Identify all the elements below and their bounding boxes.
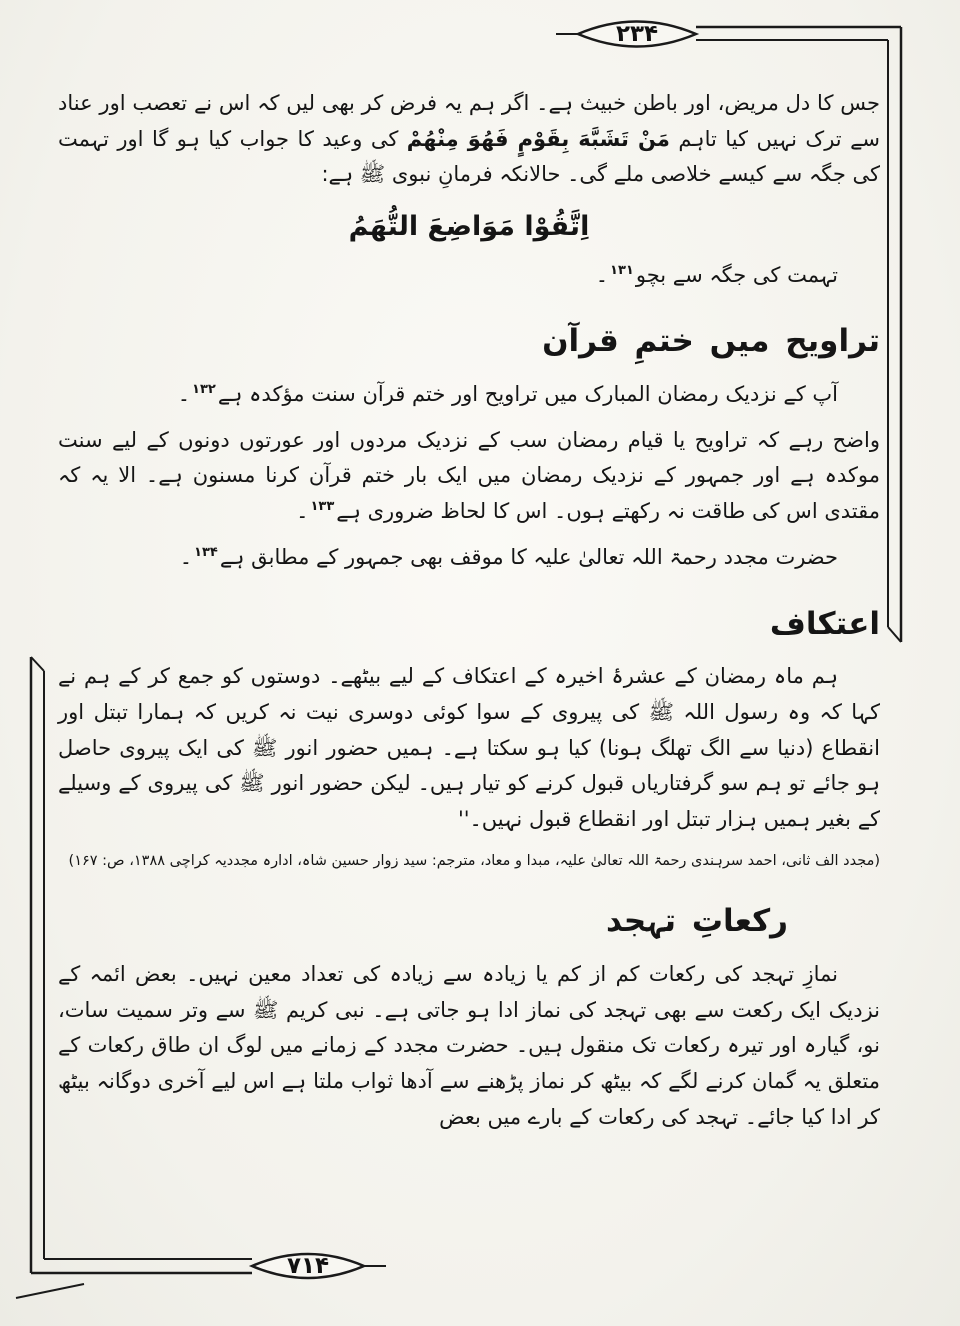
taraweeh-para3-text: حضرت مجدد رحمۃ اللہ تعالیٰ علیہ کا موقف بھی جمہور کے مطابق ہے — [219, 544, 838, 569]
citation-line: (مجدد الف ثانی، احمد سرہندی رحمۃ اللہ تعالیٰ علیہ، مبدا و معاد، مترجم: سید زوار حسین شاہ، ادارہ مجددیہ کراچی ۱۳۸۸، ص: ۱۶۷) — [68, 852, 880, 869]
taraweeh-para2-text: واضح رہے کہ تراویح یا قیام رمضان سب کے نزدیک مردوں اور عورتوں دونوں کے لیے سنت موکدہ ہے اور جمہور کے نزدیک رمضان میں ایک بار ختم قرآن کرنا مسنون ہے۔ الا یہ کہ مقتدی اس کی طاقت نہ رکھتے ہوں۔ اس کا لحاظ ضروری ہے — [58, 427, 880, 524]
intro-text-before: جس کا دل مریض، اور باطن خبیث ہے۔ اگر ہم یہ فرض کر بھی لیں کہ اس نے تعصب اور عناد سے ترک نہیں کیا تاہم — [58, 91, 880, 151]
footnote-ref-134: ۱۳۴ — [194, 544, 218, 560]
page-number-top: ۲۳۴ — [615, 21, 659, 47]
hadith-arabic-line: اِتَّقُوْا مَوَاضِعَ التُّهَمُ — [348, 211, 590, 243]
itikaf-paragraph: ہم ماہ رمضان کے عشرۂ اخیرہ کے اعتکاف کے لیے بیٹھے۔ دوستوں کو جمع کر کے ہم نے کہا کہ وہ رسول اللہ ﷺ کی پیروی کے سوا کوئی دوسری نیت نہ کریں کہ ہمارا تبتل اور انقطاع (دنیا سے الگ تھلگ ہونا) کیا ہو سکتا ہے۔ ہمیں حضور انور ﷺ کی ایک پیروی حاصل ہو جائے تو ہم سو گرفتاریاں قبول کرنے کو تیار ہیں۔ لیکن حضور انور ﷺ کی پیروی کے وسیلے کے بغیر ہمیں ہزار تبتل اور انقطاع قبول نہیں۔'' — [58, 664, 880, 832]
taraweeh-para1-text: آپ کے نزدیک رمضان المبارک میں تراویح اور ختم قرآن سنت مؤکدہ ہے — [217, 382, 838, 407]
section-heading-taraweeh: تراویح میں ختمِ قرآن — [542, 323, 880, 360]
taraweeh-paragraph-3 — [58, 540, 880, 576]
taraweeh-paragraph-1 — [58, 377, 880, 413]
tahajjud-paragraph: نمازِ تہجد کی رکعات کم از کم یا زیادہ سے زیادہ کی تعداد معین نہیں۔ بعض ائمہ کے نزدیک ایک رکعت سے بھی تہجد کی نماز ادا ہو جاتی ہے۔ نبی کریم ﷺ سے وتر سمیت سات، نو، گیارہ اور تیرہ رکعات تک منقول ہیں۔ حضرت مجدد کے زمانے میں لوگ ان طاق رکعات کے متعلق یہ گمان کرنے لگے کہ بیٹھ کر نماز پڑھنے سے آدھا ثواب ملتا ہے اس لیے آخری دوگانہ بیٹھ کر ادا کیا جائے۔ تہجد کی رکعات کے بارے میں بعض — [58, 961, 880, 1129]
intro-arabic-quote: مَنْ تَشَبَّهَ بِقَوْمٍ فَهُوَ مِنْهُمْ — [406, 126, 670, 151]
taraweeh-para1-period: ۔ — [177, 382, 190, 407]
section-heading-tahajjud: رکعاتِ تہجد — [605, 903, 788, 939]
page-number-bottom: ۷۱۴ — [286, 1253, 330, 1279]
intro-text-after: کی وعید کا جواب کیا ہو گا اور تہمت کی جگہ سے کیسے خلاصی ملے گی۔ حالانکہ فرمانِ نبوی ﷺ ہے: — [58, 126, 880, 187]
taraweeh-para3-period: ۔ — [179, 544, 192, 569]
page-content — [58, 86, 880, 1135]
hadith-translation-line — [58, 258, 880, 294]
footnote-ref-131: ۱۳۱ — [610, 262, 634, 278]
section-heading-itikaf: اعتکاف — [769, 605, 880, 642]
taraweeh-paragraph-2 — [58, 423, 880, 530]
footnote-ref-132: ۱۳۲ — [192, 382, 216, 398]
taraweeh-para2-period: ۔ — [296, 499, 309, 524]
intro-paragraph — [58, 86, 880, 193]
footnote-ref-133: ۱۳۳ — [310, 499, 335, 515]
hadith-translation-text: تہمت کی جگہ سے بچو — [635, 262, 838, 287]
hadith-translation-period: ۔ — [595, 262, 608, 287]
